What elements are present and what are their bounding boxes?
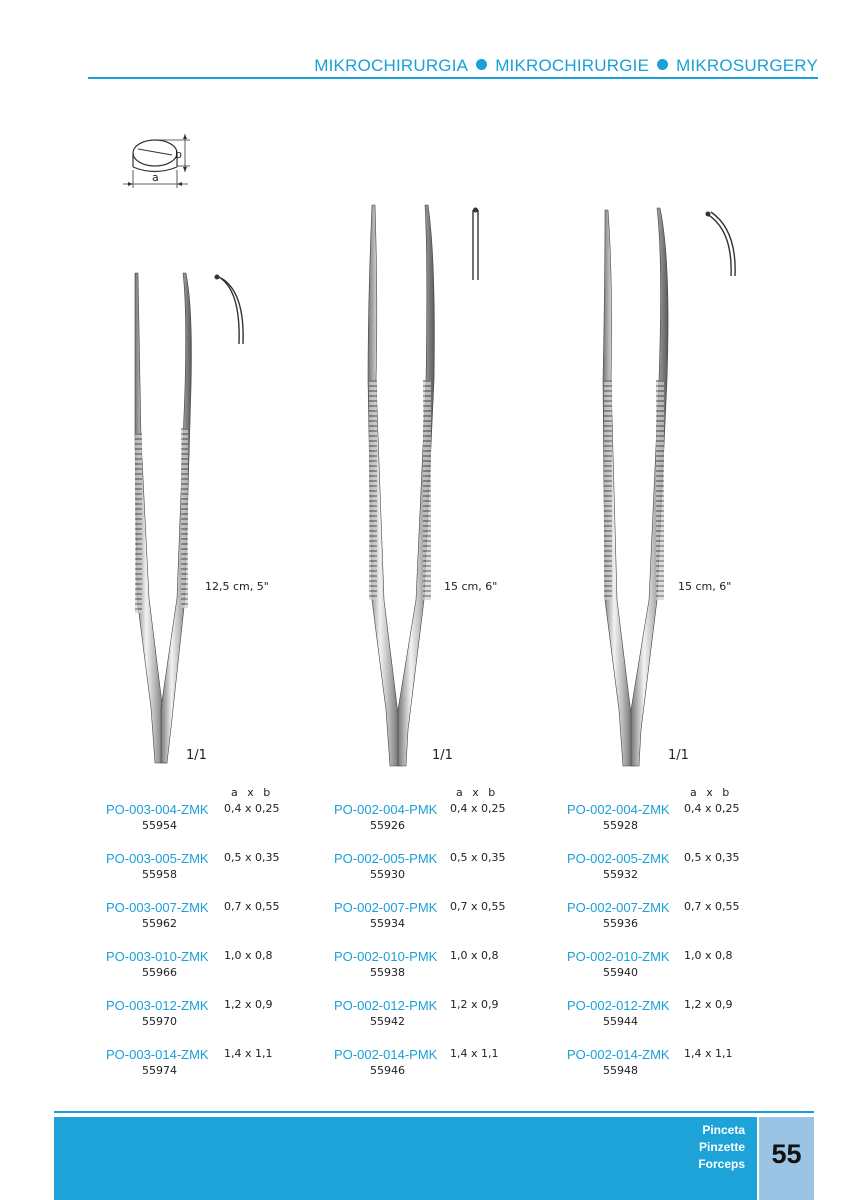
- product-code: PO-002-005-PMK: [334, 851, 438, 866]
- table-header-ab: a x b: [456, 786, 499, 799]
- product-dimension: 0,7 x 0,55: [684, 900, 740, 913]
- table-row: [334, 802, 534, 842]
- product-dimension: 0,5 x 0,35: [224, 851, 280, 864]
- category-labels: [698, 1122, 745, 1173]
- page-number: 55: [771, 1139, 802, 1169]
- table-row: [106, 851, 306, 891]
- product-number: 55942: [370, 1015, 405, 1028]
- table-row: [334, 900, 534, 940]
- category-label-english: Forceps: [698, 1157, 745, 1171]
- product-number: 55954: [142, 819, 177, 832]
- table-header-ab: a x b: [231, 786, 274, 799]
- instrument-size-label: 15 cm, 6": [444, 580, 498, 593]
- product-dimension: 0,4 x 0,25: [684, 802, 740, 815]
- cross-section-diagram: [118, 130, 198, 200]
- product-code: PO-003-007-ZMK: [106, 900, 209, 915]
- table-row: [106, 1047, 306, 1087]
- bullet-dot-icon: [657, 59, 668, 70]
- page-section-title: [314, 56, 818, 76]
- table-row: [567, 900, 767, 940]
- table-row: [334, 998, 534, 1038]
- product-number: 55938: [370, 966, 405, 979]
- scale-label: 1/1: [668, 748, 689, 763]
- product-dimension: 0,4 x 0,25: [450, 802, 506, 815]
- table-row: [334, 1047, 534, 1087]
- product-number: 55928: [603, 819, 638, 832]
- footer-divider: [54, 1111, 814, 1113]
- product-dimension: 0,7 x 0,55: [224, 900, 280, 913]
- table-row: [106, 998, 306, 1038]
- product-number: 55926: [370, 819, 405, 832]
- forceps-image-3: [585, 200, 745, 770]
- product-number: 55930: [370, 868, 405, 881]
- table-row: [106, 949, 306, 989]
- section-title-english: MIKROSURGERY: [676, 56, 818, 75]
- scale-label: 1/1: [432, 748, 453, 763]
- product-dimension: 1,4 x 1,1: [224, 1047, 273, 1060]
- forceps-image-1: [125, 268, 255, 768]
- product-dimension: 1,4 x 1,1: [684, 1047, 733, 1060]
- product-dimension: 1,2 x 0,9: [684, 998, 733, 1011]
- product-number: 55948: [603, 1064, 638, 1077]
- product-dimension: 1,2 x 0,9: [224, 998, 273, 1011]
- category-label-german: Pinzette: [698, 1140, 745, 1154]
- dimension-a-label: a: [152, 171, 159, 184]
- page-number-box: [759, 1117, 814, 1200]
- section-title-polish: MIKROCHIRURGIA: [314, 56, 469, 75]
- product-code: PO-002-004-ZMK: [567, 802, 670, 817]
- table-row: [106, 802, 306, 842]
- product-code: PO-002-005-ZMK: [567, 851, 670, 866]
- product-code: PO-002-010-PMK: [334, 949, 438, 964]
- product-code: PO-002-014-ZMK: [567, 1047, 670, 1062]
- product-dimension: 1,2 x 0,9: [450, 998, 499, 1011]
- table-row: [567, 949, 767, 989]
- product-dimension: 0,5 x 0,35: [450, 851, 506, 864]
- product-code: PO-003-005-ZMK: [106, 851, 209, 866]
- instrument-size-label: 15 cm, 6": [678, 580, 732, 593]
- product-code: PO-002-014-PMK: [334, 1047, 438, 1062]
- product-number: 55940: [603, 966, 638, 979]
- product-dimension: 1,0 x 0,8: [450, 949, 499, 962]
- product-number: 55970: [142, 1015, 177, 1028]
- category-label-polish: Pinceta: [702, 1123, 745, 1137]
- product-code: PO-003-014-ZMK: [106, 1047, 209, 1062]
- product-dimension: 1,4 x 1,1: [450, 1047, 499, 1060]
- forceps-image-2: [350, 200, 490, 770]
- product-number: 55974: [142, 1064, 177, 1077]
- section-title-german: MIKROCHIRURGIE: [495, 56, 650, 75]
- product-code: PO-002-010-ZMK: [567, 949, 670, 964]
- bullet-dot-icon: [476, 59, 487, 70]
- table-row: [334, 949, 534, 989]
- table-row: [567, 1047, 767, 1087]
- table-row: [567, 998, 767, 1038]
- product-code: PO-002-012-PMK: [334, 998, 438, 1013]
- product-code: PO-003-010-ZMK: [106, 949, 209, 964]
- product-dimension: 1,0 x 0,8: [684, 949, 733, 962]
- product-number: 55958: [142, 868, 177, 881]
- table-row: [567, 802, 767, 842]
- product-code: PO-003-012-ZMK: [106, 998, 209, 1013]
- product-number: 55966: [142, 966, 177, 979]
- product-number: 55944: [603, 1015, 638, 1028]
- product-number: 55934: [370, 917, 405, 930]
- product-code: PO-003-004-ZMK: [106, 802, 209, 817]
- product-number: 55936: [603, 917, 638, 930]
- table-row: [334, 851, 534, 891]
- product-dimension: 0,4 x 0,25: [224, 802, 280, 815]
- product-dimension: 0,5 x 0,35: [684, 851, 740, 864]
- dimension-b-label: b: [175, 148, 182, 161]
- product-code: PO-002-004-PMK: [334, 802, 438, 817]
- instrument-size-label: 12,5 cm, 5": [205, 580, 269, 593]
- product-number: 55932: [603, 868, 638, 881]
- product-number: 55946: [370, 1064, 405, 1077]
- product-number: 55962: [142, 917, 177, 930]
- table-row: [106, 900, 306, 940]
- table-header-ab: a x b: [690, 786, 733, 799]
- product-dimension: 1,0 x 0,8: [224, 949, 273, 962]
- table-row: [567, 851, 767, 891]
- product-dimension: 0,7 x 0,55: [450, 900, 506, 913]
- product-code: PO-002-012-ZMK: [567, 998, 670, 1013]
- scale-label: 1/1: [186, 748, 207, 763]
- product-code: PO-002-007-ZMK: [567, 900, 670, 915]
- product-code: PO-002-007-PMK: [334, 900, 438, 915]
- header-divider: [88, 77, 818, 79]
- footer-band: [54, 1117, 757, 1200]
